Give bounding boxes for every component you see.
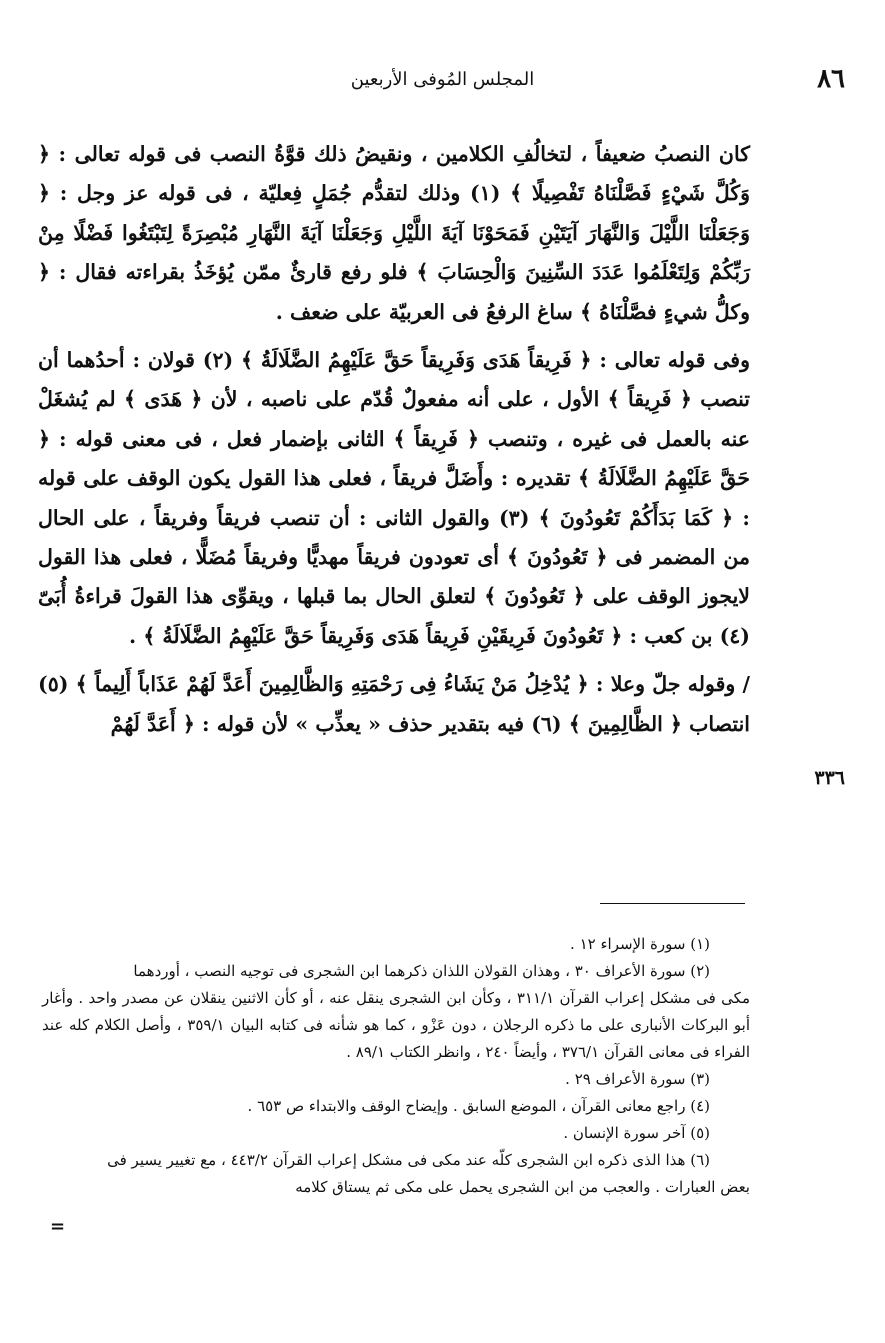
footnote-2: (٢) سورة الأعراف ٣٠ ، وهذان القولان اللذان ذكرهما ابن الشجرى فى توجيه النصب ، أوردهما: [133, 962, 710, 980]
page-header: [40, 62, 845, 96]
body-paragraph-2: وفى قوله تعالى : ﴿ فَرِيقاً هَدَى وَفَرِيقاً حَقَّ عَلَيْهِمُ الضَّلَالَةُ ﴾ (٢) قولان : أحدُهما أن تنصب ﴿ فَرِيقاً ﴾ الأول ، على أنه مفعولٌ قُدّم على ناصبه ، لأن ﴿ هَدَى ﴾ لم يُشغَلْ عنه بالعمل فى غيره ، وتنصب ﴿ فَرِيقاً ﴾ الثانى بإضمار فعل ، فى معنى قوله : ﴿ حَقَّ عَلَيْهِمُ الضَّلَالَةُ ﴾ تقديره : وأَضَلَّ فريقاً ، فعلى هذا القول يكون الوقف على قوله : ﴿ كَمَا بَدَأَكُمْ تَعُودُونَ ﴾ (٣) والقول الثانى : أن تنصب فريقاً وفريقاً ، على الحال من المضمر فى ﴿ تَعُودُونَ ﴾ أى تعودون فريقاً مهديًّا وفريقاً مُضَلًّا ، فعلى هذا القول لايجوز الوقف على ﴿ تَعُودُونَ ﴾ لتعلق الحال بما قبلها ، ويقوِّى هذا القولَ قراءةُ أُبَىّ (٤) بن كعب : ﴿ تَعُودُونَ فَرِيقَيْنِ فَرِيقاً هَدَى وَفَرِيقاً حَقَّ عَلَيْهِمُ الضَّلَالَةُ ﴾ .: [38, 348, 750, 648]
page-number: ٨٦: [817, 64, 845, 94]
footnote-1: (١) سورة الإسراء ١٢ .: [570, 935, 710, 953]
continuation-mark: =: [50, 1216, 66, 1237]
footnote-4: (٤) راجع معانى القرآن ، الموضع السابق . وإيضاح الوقف والابتداء ص ٦٥٣ .: [247, 1097, 710, 1115]
body-paragraph-3: / وقوله جلّ وعلا : ﴿ يُدْخِلُ مَنْ يَشَاءُ فِى رَحْمَتِهِ وَالظَّالِمِينَ أَعَدَّ لَهُمْ عَذَاباً أَلِيماً ﴾ (٥) انتصاب ﴿ الظَّالِمِينَ ﴾ (٦) فيه بتقدير حذف « يعذِّب » لأن قوله : ﴿ أَعَدَّ لَهُمْ: [38, 672, 750, 736]
footnote-2-continuation: مكى فى مشكل إعراب القرآن ٣١١/١ ، وكأن ابن الشجرى ينقل عنه ، أو كأن الاثنين ينقلان عن مصدر واحد . وأغار أبو البركات الأنبارى على ما ذكره الرجلان ، دون عَزْو ، كما هو شأنه فى كتابه البيان ٣٥٩/١ ، وأصل الكلام كله عند الفراء فى معانى القرآن ٣٧٦/١ ، وأيضاً ٢٤٠ ، وانظر الكتاب ٨٩/١ .: [42, 989, 750, 1061]
footnote-3: (٣) سورة الأعراف ٢٩ .: [565, 1070, 710, 1088]
footnote-6: (٦) هذا الذى ذكره ابن الشجرى كلّه عند مكى فى مشكل إعراب القرآن ٤٤٣/٢ ، مع تغيير يسير فى: [107, 1151, 710, 1169]
footnote-separator: [600, 903, 745, 904]
footnote-6-continuation: بعض العبارات . والعجب من ابن الشجرى يحمل على مكى ثم يستاق كلامه: [295, 1178, 750, 1196]
body-paragraph-1: كان النصبُ ضعيفاً ، لتخالُفِ الكلامين ، ونقيضُ ذلك قوَّةُ النصب فى قوله تعالى : ﴿ وَكُلَّ شَيْءٍ فَصَّلْنَاهُ تَفْصِيلًا ﴾ (١) وذلك لتقدُّم جُمَلٍ فِعليّة ، فى قوله عز وجل : ﴿ وَجَعَلْنَا اللَّيْلَ وَالنَّهَارَ آيَتَيْنِ فَمَحَوْنَا آيَةَ اللَّيْلِ وَجَعَلْنَا آيَةَ النَّهَارِ مُبْصِرَةً لِتَبْتَغُوا فَضْلًا مِنْ رَبِّكُمْ وَلِتَعْلَمُوا عَدَدَ السِّنِينَ وَالْحِسَابَ ﴾ فلو رفع قارئٌ ممّن يُؤخَذُ بقراءته فقال : ﴿ وكلُّ شيءٍ فصَّلْنَاهُ ﴾ ساغ الرفعُ فى العربيّة على ضعف .: [38, 142, 750, 324]
running-title: المجلس المُوفى الأربعين: [350, 69, 535, 90]
footnotes: [42, 931, 750, 1201]
margin-page-reference: ٣٣٦: [814, 767, 845, 789]
main-text: [38, 135, 750, 753]
footnote-5: (٥) آخر سورة الإنسان .: [563, 1124, 710, 1142]
